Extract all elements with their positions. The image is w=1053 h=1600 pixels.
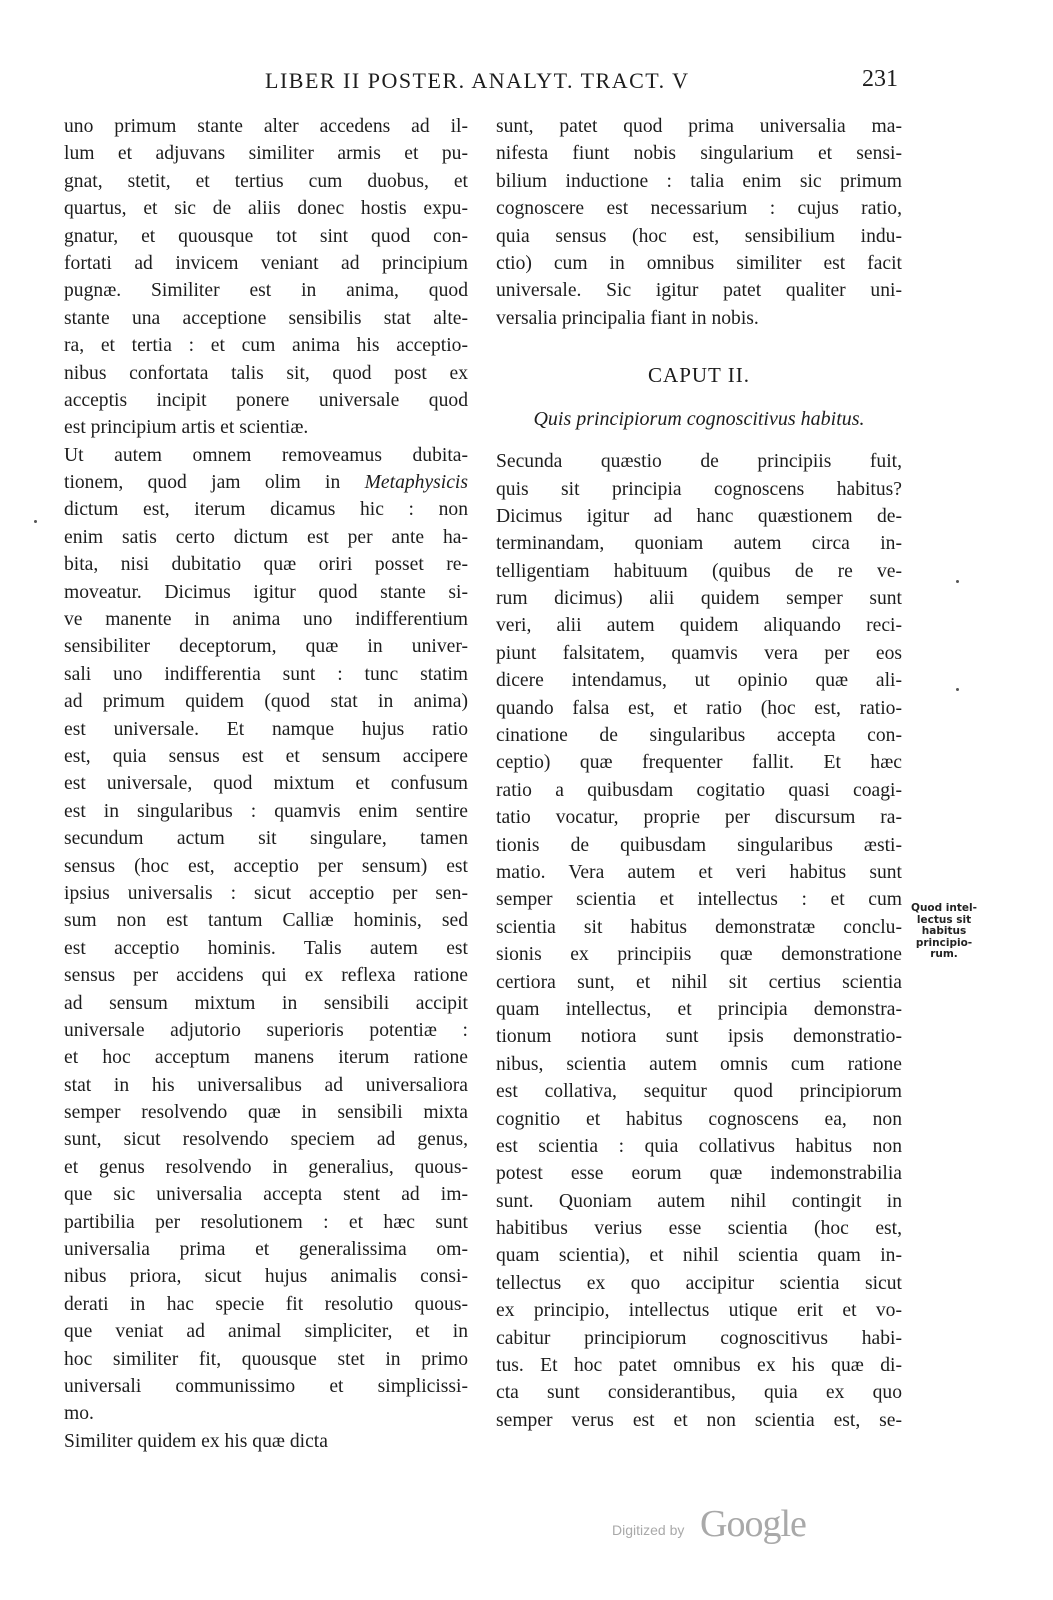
stray-mark [34, 520, 37, 523]
text-line: gnatur, et quousque tot sint quod con- [64, 225, 468, 247]
text-line [64, 469, 468, 496]
text-line: ceptio) quæ frequenter fallit. Et hæc [496, 752, 902, 774]
text-line: quam scientia), et nihil scientia quam in- [496, 1245, 902, 1267]
text-line: secundum actum sit singulare, tamen [64, 828, 468, 850]
running-title: LIBER II POSTER. ANALYT. TRACT. V [265, 68, 690, 93]
text-line: universale. Sic igitur patet qualiter uni- [496, 280, 902, 302]
text-line: terminandam, quoniam autem circa in- [496, 533, 902, 555]
text-line: tatio vocatur, proprie per discursum ra- [496, 807, 902, 829]
text-line: nifesta fiunt nobis singularium et sensi- [496, 143, 902, 165]
text-line: stat in his universalibus ad universaliora [64, 1074, 468, 1096]
text-line: semper verus est et non scientia est, se- [496, 1409, 902, 1431]
digitized-watermark [612, 1498, 842, 1558]
text-line: Similiter quidem ex his quæ dicta [64, 1430, 328, 1452]
watermark-small-text: Digitized by [612, 1522, 685, 1538]
text-line: ctio) cum in omnibus similiter est facit [496, 252, 902, 274]
text-line: piunt falsitatem, quamvis vera per eos [496, 642, 902, 664]
text-line: mo. [64, 1403, 94, 1425]
text-line: quia sensus (hoc est, sensibilium indu- [496, 225, 902, 247]
text-line: ex principio, intellectus utique erit et vo- [496, 1300, 902, 1322]
margin-note-line: habitus [921, 925, 967, 937]
text-line: sionis ex principiis quæ demonstratione [496, 944, 902, 966]
text-line: nibus, scientia autem omnis cum ratione [496, 1053, 902, 1075]
text-line: est scientia : quia collativus habitus non [496, 1135, 902, 1157]
text-line: enim satis certo dictum est per ante ha- [64, 526, 468, 548]
margin-note-line: lectus sit [916, 913, 972, 926]
stray-mark [956, 580, 959, 583]
text-line: universalia prima et generalissima om- [64, 1239, 468, 1261]
page-number: 231 [862, 66, 898, 92]
text-line: semper resolvendo quæ in sensibili mixta [64, 1102, 468, 1124]
text-line: tionum notiora sunt ipsis demonstratio- [496, 1026, 902, 1048]
text-line: stante una acceptione sensibilis stat alte- [64, 307, 468, 329]
text-line: sensus per accidens qui ex reflexa ratione [64, 965, 468, 987]
text-line: sunt, patet quod prima universalia ma- [496, 116, 902, 137]
text-line: fortati ad invicem veniant ad principium [64, 252, 468, 274]
text-line: tus. Et hoc patet omnibus ex his quæ di- [496, 1355, 902, 1377]
text-line: versalia principalia fiant in nobis. [496, 307, 759, 329]
italic-title: Metaphysicis [364, 472, 468, 494]
text-line: certiora sunt, et nihil sit certius scientia [496, 971, 902, 993]
text-line: matio. Vera autem et veri habitus sunt [496, 861, 902, 883]
text-line: est, quia sensus est et sensum accipere [64, 745, 468, 767]
text-line: est in singularibus : quamvis enim sentire [64, 800, 468, 822]
text-line: sum non est tantum Calliæ hominis, sed [64, 910, 468, 932]
text-line: nibus confortata talis sit, quod post ex [64, 362, 468, 384]
running-header [0, 62, 1053, 102]
text-line: nibus priora, sicut hujus animalis consi- [64, 1266, 468, 1288]
text-line: pugnæ. Similiter est in anima, quod [64, 280, 468, 302]
text-line: et hoc acceptum manens iterum ratione [64, 1047, 468, 1069]
margin-note-line: principio- [915, 936, 973, 949]
text-line: cognitio et habitus cognoscens ea, non [496, 1108, 902, 1130]
text-line: ra, et tertia : et cum anima his acceptio- [64, 335, 468, 357]
text-line: uno primum stante alter accedens ad il- [64, 116, 468, 137]
text-line: veri, alii autem quidem aliquando reci- [496, 615, 902, 637]
margin-note-line: rum. [930, 948, 958, 960]
text-line: quando falsa est, et ratio (hoc est, ratio- [496, 697, 902, 719]
text-line: quis sit principia cognoscens habitus? [496, 478, 902, 500]
text-line: sensus (hoc est, acceptio per sensum) est [64, 855, 468, 877]
text-line: cabitur principiorum cognoscitivus habi- [496, 1327, 902, 1349]
text-line: sensibiliter deceptorum, quæ in univer- [64, 636, 468, 658]
text-line: ad primum quidem (quod stat in anima) [64, 691, 468, 713]
text-line: derati in hac specie fit resolutio quous- [64, 1293, 468, 1315]
text-line: tellectus ex quo accipitur scientia sicut [496, 1272, 902, 1294]
paragraph-gap [496, 346, 902, 360]
text-line: sunt, sicut resolvendo speciem ad genus, [64, 1129, 468, 1151]
text-line: que sic universalia accepta stent ad im- [64, 1184, 468, 1206]
text-line: est acceptio hominis. Talis autem est [64, 937, 468, 959]
text-line: est principium artis et scientiæ. [64, 417, 309, 439]
paragraph-gap [496, 434, 902, 448]
text-line: cta sunt considerantibus, quia ex quo [496, 1382, 902, 1404]
text-line: scientia sit habitus demonstratæ conclu- [496, 916, 902, 938]
left-column [64, 113, 468, 1455]
text-line: est collativa, sequitur quod principiorum [496, 1081, 902, 1103]
text-line: Dicimus igitur ad hanc quæstionem de- [496, 505, 902, 527]
text-line: semper scientia et intellectus : et cum [496, 889, 902, 911]
text-line: bita, nisi dubitatio quæ oriri posset re- [64, 554, 468, 576]
margin-note-line: Quod intel- [911, 902, 977, 914]
text-line: quartus, et sic de aliis donec hostis expu- [64, 198, 468, 220]
paragraph-gap [496, 332, 902, 346]
text-line: dicere intendamus, ut opinio quæ ali- [496, 670, 902, 692]
chapter-subtitle: Quis principiorum cognoscitivus habitus. [533, 408, 865, 431]
text-line: cognoscere est necessarium : cujus ratio, [496, 198, 902, 220]
text-line: universali communissimo et simplicissi- [64, 1375, 468, 1397]
chapter-heading: CAPUT II. [648, 363, 750, 388]
text-line: habitibus verius esse scientia (hoc est, [496, 1218, 902, 1240]
text-line: hoc similiter fit, quousque stet in primo [64, 1348, 468, 1370]
text-line: dictum est, iterum dicamus hic : non [64, 499, 468, 521]
text-line: sunt. Quoniam autem nihil contingit in [496, 1190, 902, 1212]
text-line: universale adjutorio superioris potentiæ : [64, 1019, 468, 1041]
text-line: et genus resolvendo in generalius, quous- [64, 1156, 468, 1178]
text-line: sali uno indifferentia sunt : tunc statim [64, 663, 468, 685]
text-line: rum dicimus) alii quidem semper sunt [496, 588, 902, 610]
text-line: telligentiam habituum (quibus de re ve- [496, 560, 902, 582]
text-line: moveatur. Dicimus igitur quod stante si- [64, 581, 468, 603]
text-line: Secunda quæstio de principiis fuit, [496, 451, 902, 473]
text-line: ratio a quibusdam cogitatio quasi coagi- [496, 779, 902, 801]
paragraph-gap [496, 390, 902, 404]
text-line: potest esse eorum quæ indemonstrabilia [496, 1163, 902, 1185]
text-fragment: tionem, quod jam olim in [64, 472, 365, 494]
text-line: cinatione de singularibus accepta con- [496, 725, 902, 747]
text-line: tionis de quibusdam singularibus æsti- [496, 834, 902, 856]
text-line: acceptis incipit ponere universale quod [64, 389, 468, 411]
text-line: que veniat ad animal simpliciter, et in [64, 1321, 468, 1343]
right-column [496, 113, 902, 1434]
text-line: ve manente in anima uno indifferentium [64, 609, 468, 631]
text-line: est universale. Et namque hujus ratio [64, 718, 468, 740]
margin-note [904, 903, 984, 961]
stray-mark [956, 688, 959, 691]
text-line: est universale, quod mixtum et confusum [64, 773, 468, 795]
text-line: lum et adjuvans similiter armis et pu- [64, 143, 468, 165]
text-line: ad sensum mixtum in sensibili accipit [64, 992, 468, 1014]
text-line: partibilia per resolutionem : et hæc sunt [64, 1211, 468, 1233]
text-line: bilium inductione : talia enim sic primum [496, 170, 902, 192]
text-line: Ut autem omnem removeamus dubita- [64, 444, 468, 466]
google-logo-text: Google [700, 1503, 806, 1545]
text-line: ipsius universalis : sicut acceptio per sen- [64, 882, 468, 904]
text-line: gnat, stetit, et tertius cum duobus, et [64, 170, 468, 192]
text-line: quam intellectus, et principia demonstra- [496, 998, 902, 1020]
